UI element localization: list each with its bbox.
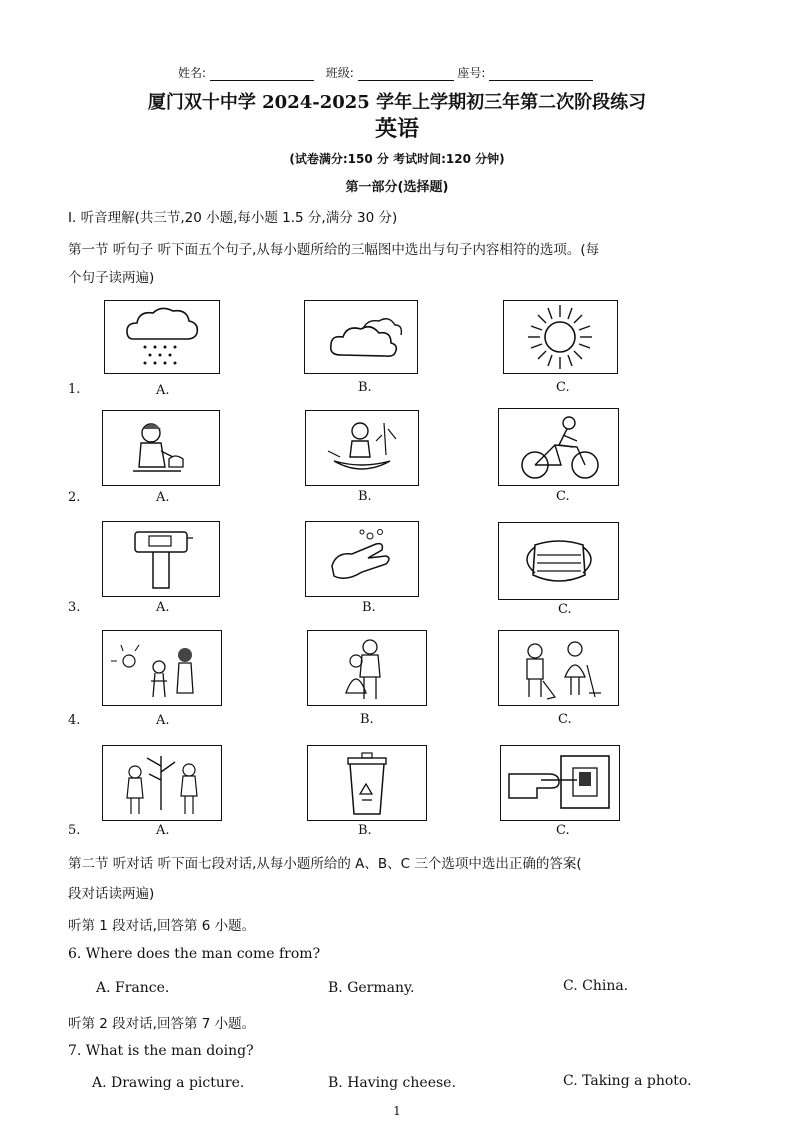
answer-7-b: B. Having cheese. (328, 1075, 456, 1091)
option-3-b: B. (362, 600, 376, 615)
hand-washing-icon (305, 521, 419, 597)
dialogue-2-intro: 听第 2 段对话,回答第 7 小题。 (68, 1016, 256, 1032)
light-switch-icon (500, 745, 620, 821)
student-info-line (178, 64, 593, 81)
name-blank (210, 68, 314, 81)
option-3-c: C. (558, 602, 572, 617)
seat-blank (489, 68, 593, 81)
answer-6-c: C. China. (563, 978, 629, 994)
option-4-b: B. (360, 712, 374, 727)
question-number-2: 2. (68, 490, 81, 505)
option-4-c: C. (558, 712, 572, 727)
answer-6-a: A. France. (96, 980, 170, 996)
recycle-bin-icon (307, 745, 427, 821)
exam-title: 厦门双十中学 2024-2025 学年上学期初三年第二次阶段练习 (147, 92, 647, 113)
page-number: 1 (393, 1104, 401, 1118)
face-mask-icon (498, 522, 619, 600)
section1-instruction-2: 个句子读两遍) (68, 270, 155, 286)
boy-boating-icon (305, 410, 419, 486)
seat-label: 座号: (457, 66, 486, 80)
section1-instruction-1: 第一节 听句子 听下面五个句子,从每小题所给的三幅图中选出与句子内容相符的选项。(每 (68, 242, 600, 258)
cycling-icon (498, 408, 619, 486)
thermometer-gun-icon (102, 521, 220, 597)
option-2-b: B. (358, 489, 372, 504)
question-number-5: 5. (68, 823, 81, 838)
option-1-a: A. (156, 383, 170, 398)
name-label: 姓名: (178, 66, 207, 80)
sun-icon (503, 300, 618, 374)
section2-heading-2: 段对话读两遍) (68, 886, 155, 902)
cloud-icon (304, 300, 418, 374)
part-title: 第一部分(选择题) (345, 180, 449, 195)
class-label: 班级: (325, 66, 354, 80)
option-3-a: A. (156, 600, 170, 615)
option-5-c: C. (556, 823, 570, 838)
option-2-a: A. (156, 490, 170, 505)
answer-7-a: A. Drawing a picture. (92, 1075, 245, 1091)
option-2-c: C. (556, 489, 570, 504)
boy-cooking-icon (102, 410, 220, 486)
tree-planting-icon (102, 745, 222, 821)
answer-7-c: C. Taking a photo. (563, 1073, 692, 1089)
kids-flashlight-icon (102, 630, 222, 706)
option-4-a: A. (156, 713, 170, 728)
answer-6-b: B. Germany. (328, 980, 415, 996)
question-6: 6. Where does the man come from? (68, 946, 321, 962)
subject-title: 英语 (374, 116, 419, 142)
section2-heading-1: 第二节 听对话 听下面七段对话,从每小题所给的 A、B、C 三个选项中选出正确的答案( (68, 856, 582, 872)
option-5-a: A. (156, 823, 170, 838)
exam-meta: (试卷满分:150 分 考试时间:120 分钟) (289, 152, 505, 166)
question-number-3: 3. (68, 600, 81, 615)
dialogue-1-intro: 听第 1 段对话,回答第 6 小题。 (68, 918, 256, 934)
kids-sweeping-icon (498, 630, 619, 706)
option-1-b: B. (358, 380, 372, 395)
question-7: 7. What is the man doing? (68, 1043, 254, 1059)
option-1-c: C. (556, 380, 570, 395)
class-blank (358, 68, 454, 81)
option-5-b: B. (358, 823, 372, 838)
question-number-4: 4. (68, 713, 81, 728)
rain-cloud-icon (104, 300, 220, 374)
boy-with-girl-icon (307, 630, 427, 706)
section1-heading: I. 听音理解(共三节,20 小题,每小题 1.5 分,满分 30 分) (68, 210, 398, 226)
question-number-1: 1. (68, 382, 81, 397)
